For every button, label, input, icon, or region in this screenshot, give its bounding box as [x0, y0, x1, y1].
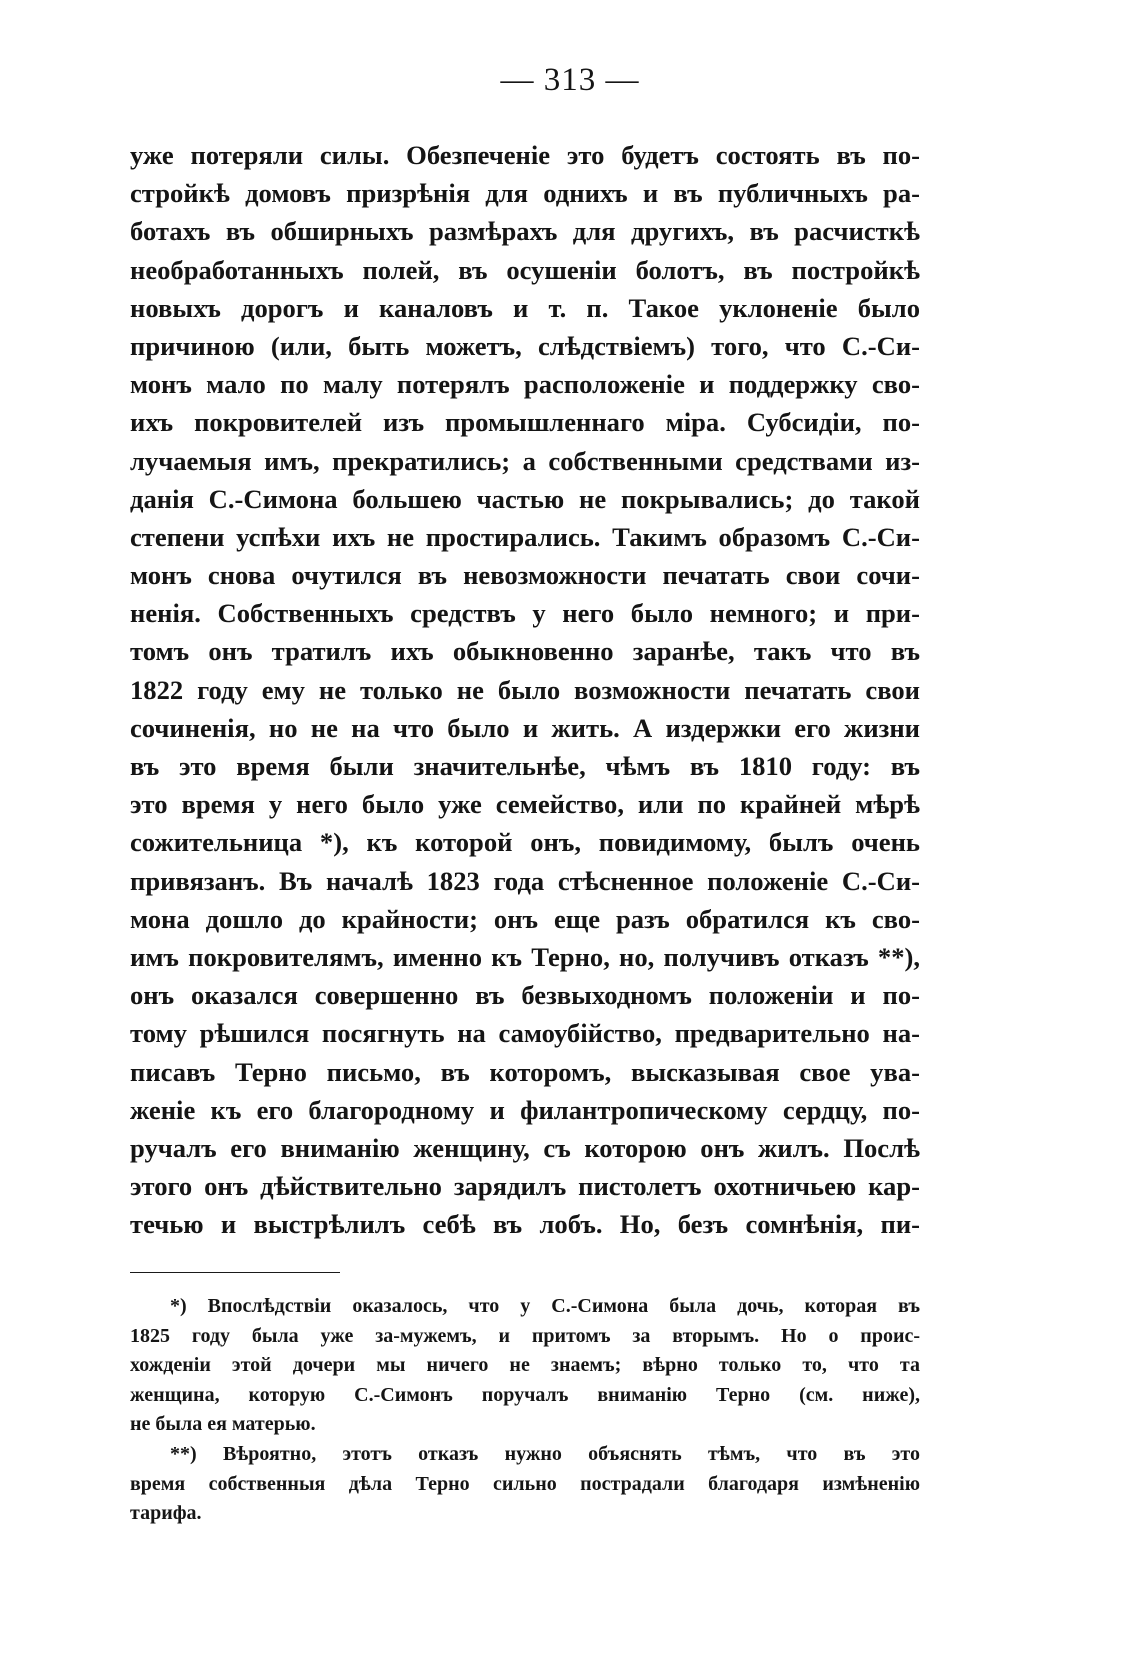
text-line: уже потеряли силы. Обезпеченіе это будетъ состоять въ по- — [130, 140, 920, 170]
text-line: сочиненія, но не на что было и жить. А издержки его жизни — [130, 712, 920, 743]
text-line: данія С.-Симона большею частью не покрывались; до такой — [130, 483, 920, 514]
text-line: ботахъ въ обширныхъ размѣрахъ для другихъ, въ расчисткѣ — [130, 216, 920, 247]
body-text — [130, 136, 920, 1243]
text-line: мона дошло до крайности; онъ еще разъ обратился къ сво- — [130, 903, 920, 934]
text-line: ненія. Собственныхъ средствъ у него было немного; и при- — [130, 598, 920, 629]
text-line: необработанныхъ полей, въ осушеніи болотъ, въ постройкѣ — [130, 254, 920, 285]
text-line: течью и выстрѣлилъ себѣ въ лобъ. Но, безъ сомнѣнія, пи- — [130, 1209, 920, 1240]
page-number: — 313 — — [500, 62, 640, 98]
footnote-1-line: *) Впослѣдствіи оказалось, что у С.-Симона была дочь, которая въ — [170, 1295, 920, 1317]
text-line: 1822 году ему не только не было возможности печатать свои — [130, 674, 920, 705]
text-line: новыхъ дорогъ и каналовъ и т. п. Такое уклоненіе было — [130, 292, 920, 323]
text-line: этого онъ дѣйствительно зарядилъ пистолетъ охотничьею кар- — [130, 1171, 920, 1202]
text-line: сожительница *), къ которой онъ, повидимому, былъ очень — [130, 827, 920, 858]
footnote-1-line: 1825 году была уже за-мужемъ, и притомъ за вторымъ. Но о проис- — [130, 1324, 920, 1347]
footnote-divider — [130, 1272, 340, 1273]
footnote-2-line: **) Вѣроятно, этотъ отказъ нужно объяснять тѣмъ, что въ это — [170, 1442, 920, 1465]
text-line: въ это время были значительнѣе, чѣмъ въ 1810 году: въ — [130, 751, 920, 781]
footnote-1-line: хожденіи этой дочери мы ничего не знаемъ; вѣрно только то, что та — [130, 1354, 920, 1377]
text-line: писавъ Терно письмо, въ которомъ, высказывая свое ува- — [130, 1056, 920, 1087]
text-line: ихъ покровителей изъ промышленнаго міра. Субсидіи, по- — [130, 407, 920, 438]
text-line: степени успѣхи ихъ не простирались. Такимъ образомъ С.-Си- — [130, 521, 920, 552]
text-line: ручалъ его вниманію женщину, съ которою онъ жилъ. Послѣ — [130, 1132, 920, 1163]
text-line: привязанъ. Въ началѣ 1823 года стѣсненное положеніе С.-Си- — [130, 865, 920, 896]
text-line: причиною (или, быть можетъ, слѣдствіемъ) того, что С.-Си- — [130, 330, 920, 361]
text-line: стройкѣ домовъ призрѣнія для однихъ и въ публичныхъ ра- — [130, 178, 920, 209]
text-line: онъ оказался совершенно въ безвыходномъ положеніи и по- — [130, 980, 920, 1011]
text-line: томъ онъ тратилъ ихъ обыкновенно заранѣе, такъ что въ — [130, 636, 920, 667]
footnote-1-line: женщина, которую С.-Симонъ поручалъ вниманію Терно (см. ниже), — [130, 1383, 920, 1406]
text-line: лучаемыя имъ, прекратились; а собственными средствами из- — [130, 445, 920, 476]
text-line: монъ снова очутился въ невозможности печатать свои сочи- — [130, 560, 920, 591]
text-line: имъ покровителямъ, именно къ Терно, но, получивъ отказъ **), — [130, 941, 920, 972]
footnote-2-line: тарифа. — [130, 1502, 202, 1525]
text-line: это время у него было уже семейство, или по крайней мѣрѣ — [130, 789, 920, 820]
text-line: монъ мало по малу потерялъ расположеніе и поддержку сво- — [130, 369, 920, 400]
text-line: женіе къ его благородному и филантропическому сердцу, по- — [130, 1094, 920, 1125]
text-line: тому рѣшился посягнуть на самоубійство, предварительно на- — [130, 1018, 920, 1049]
footnotes — [130, 1292, 920, 1529]
footnote-2-line: время собственныя дѣла Терно сильно пострадали благодаря измѣненію — [130, 1472, 920, 1495]
footnote-1-line: не была ея матерью. — [130, 1413, 316, 1436]
